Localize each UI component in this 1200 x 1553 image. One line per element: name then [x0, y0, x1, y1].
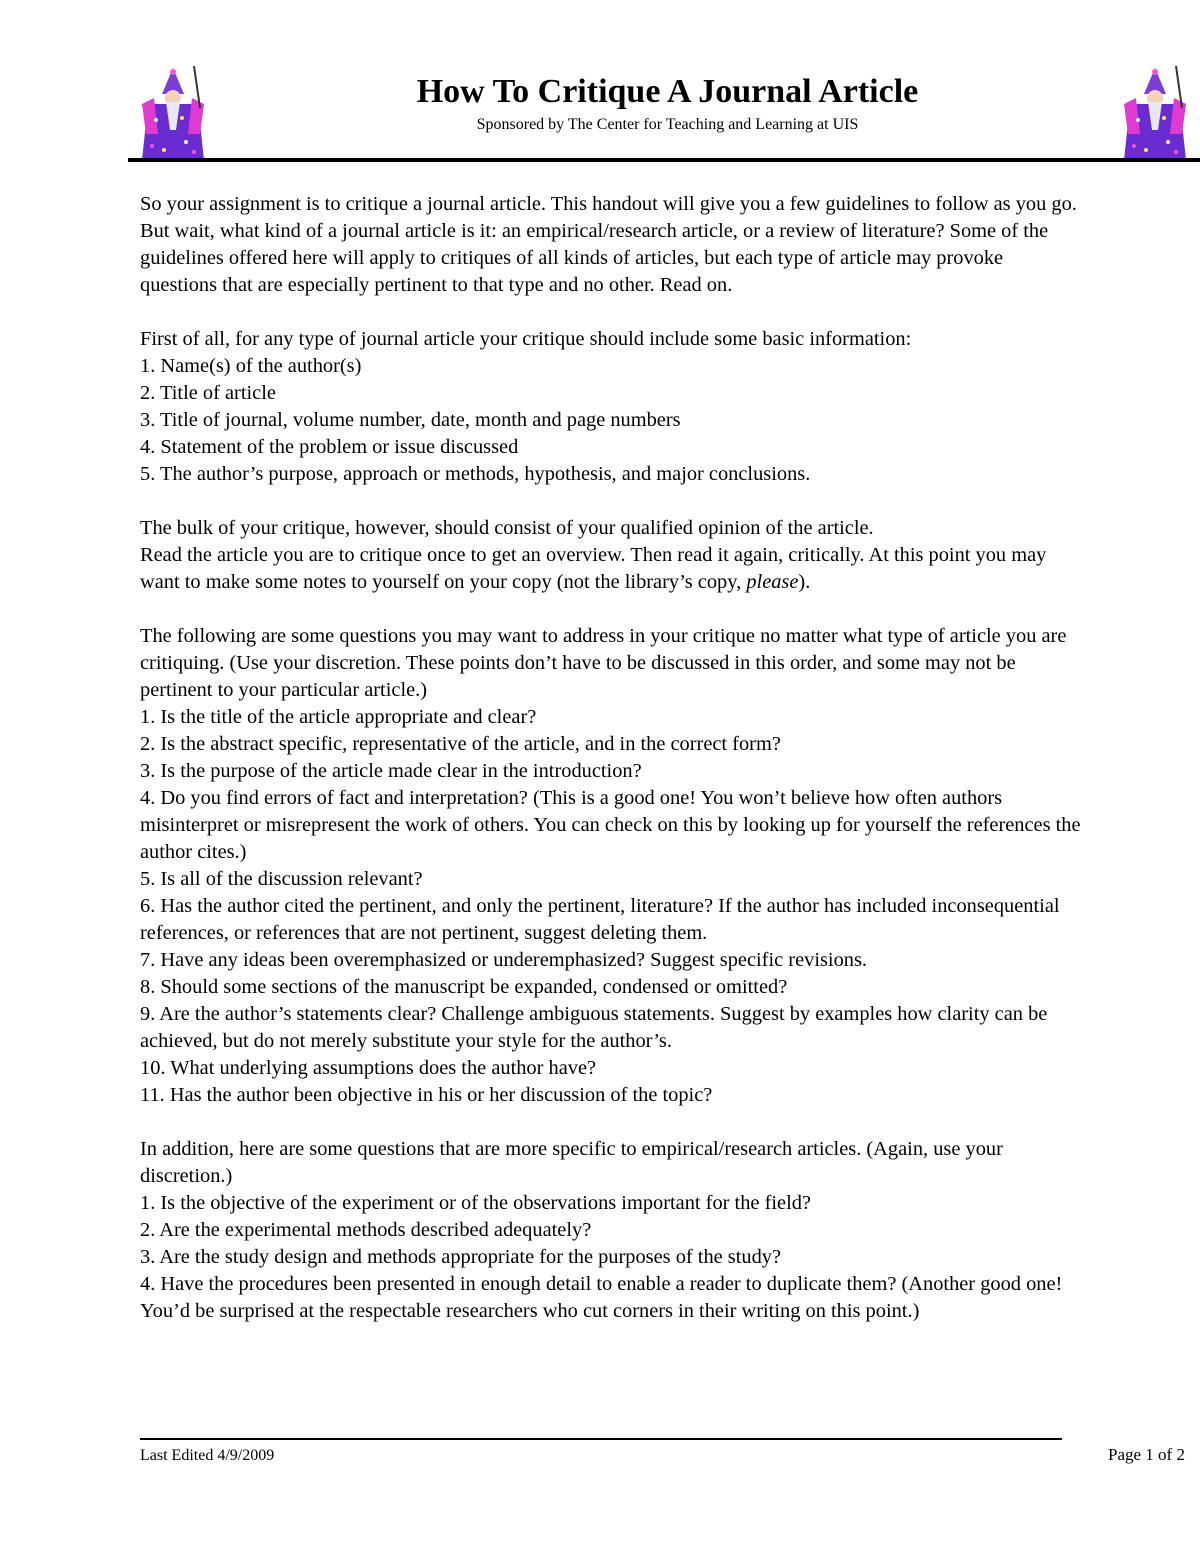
general-questions-lead: The following are some questions you may want to address in your critique no matter what type of article you are critiquing. (Use your discretion. These points don’t have to be discussed in this order, and some may not be pertinent to your particular article.) [140, 625, 1067, 701]
bulk-text [140, 544, 1046, 593]
general-questions-section [140, 623, 1085, 1109]
page-subtitle: Sponsored by The Center for Teaching and Learning at UIS [476, 116, 859, 133]
page-title: How To Critique A Journal Article [416, 73, 919, 110]
list-item: 2. Are the experimental methods described adequately? [140, 1219, 592, 1241]
bulk-section [140, 515, 1085, 596]
basic-info-section [140, 326, 1085, 488]
list-item: 1. Is the title of the article appropriate and clear? [140, 706, 537, 728]
basic-info-lead: First of all, for any type of journal article your critique should include some basic information: [140, 328, 912, 350]
intro-paragraph: So your assignment is to critique a journal article. This handout will give you a few guidelines to follow as you go. But wait, what kind of a journal article is it: an empirical/research article, or a review of literature? Some of the guidelines offered here will apply to critiques of all kinds of articles, but each type of article may provoke questions that are especially pertinent to that type and no other. Read on. [140, 193, 1077, 296]
list-item: 9. Are the author’s statements clear? Challenge ambiguous statements. Suggest by examples how clarity can be achieved, but do not merely substitute your style for the author’s. [140, 1003, 1048, 1052]
bulk-line: Read the article you are to critique once to get an overview. Then read it again, critically. At this point you may want to make some notes to yourself on your copy (not the library’s copy, [140, 544, 1047, 593]
page-number: Page 1 of 2 [1108, 1445, 1185, 1464]
list-item: 3. Are the study design and methods appropriate for the purposes of the study? [140, 1246, 782, 1268]
empirical-questions-lead: In addition, here are some questions that are more specific to empirical/research articles. (Again, use your discretion.) [140, 1138, 1003, 1187]
last-edited: Last Edited 4/9/2009 [140, 1447, 275, 1464]
list-item: 4. Have the procedures been presented in enough detail to enable a reader to duplicate them? (Another good one! You’d be surprised at the respectable researchers who cut corners in their writing on this point.) [140, 1273, 1063, 1322]
emphasis-text: please [746, 571, 799, 593]
bulk-line: The bulk of your critique, however, should consist of your qualified opinion of the article. [140, 517, 874, 539]
list-item: 10. What underlying assumptions does the author have? [140, 1057, 597, 1079]
list-item: 3. Title of journal, volume number, date, month and page numbers [140, 409, 681, 431]
list-item: 2. Title of article [140, 382, 276, 404]
wizard-icon [140, 64, 206, 164]
list-item: 1. Is the objective of the experiment or of the observations important for the field? [140, 1192, 811, 1214]
list-item: 5. Is all of the discussion relevant? [140, 868, 423, 890]
list-item: 11. Has the author been objective in his or her discussion of the topic? [140, 1084, 713, 1106]
list-item: 2. Is the abstract specific, representative of the article, and in the correct form? [140, 733, 781, 755]
list-item: 3. Is the purpose of the article made clear in the introduction? [140, 760, 642, 782]
page-header [0, 0, 1200, 170]
list-item: 4. Statement of the problem or issue discussed [140, 436, 519, 458]
document-body [140, 191, 1085, 1325]
wizard-icon [1122, 64, 1188, 164]
bulk-tail: ). [798, 571, 811, 593]
list-item: 6. Has the author cited the pertinent, and only the pertinent, literature? If the author has included inconsequential references, or references that are not pertinent, suggest deleting them. [140, 895, 1060, 944]
list-item: 5. The author’s purpose, approach or methods, hypothesis, and major conclusions. [140, 463, 811, 485]
empirical-questions-section [140, 1136, 1085, 1325]
list-item: 1. Name(s) of the author(s) [140, 355, 362, 377]
footer-divider [140, 1438, 1062, 1440]
title-block [300, 72, 1035, 136]
list-item: 8. Should some sections of the manuscript be expanded, condensed or omitted? [140, 976, 788, 998]
list-item: 4. Do you find errors of fact and interpretation? (This is a good one! You won’t believe how often authors misinterpret or misrepresent the work of others. You can check on this by looking up for yourself the references the author cites.) [140, 787, 1081, 863]
header-divider [128, 158, 1200, 162]
list-item: 7. Have any ideas been overemphasized or underemphasized? Suggest specific revisions. [140, 949, 868, 971]
